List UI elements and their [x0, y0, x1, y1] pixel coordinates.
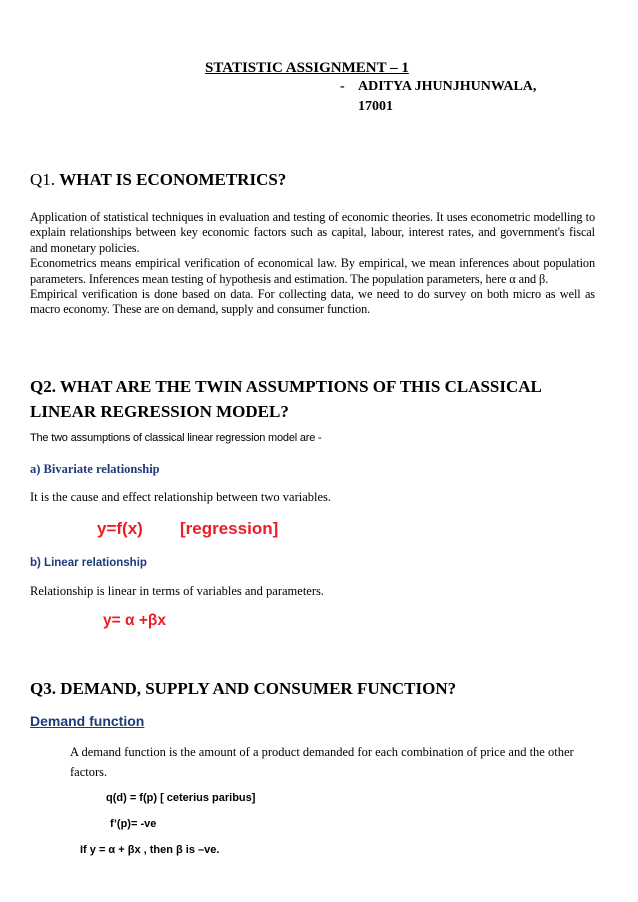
- q3-heading: Q3. DEMAND, SUPPLY AND CONSUMER FUNCTION?: [30, 679, 457, 698]
- q1-body: [30, 210, 595, 318]
- q2-a-formula-tag: [regression]: [180, 519, 279, 538]
- author-name: ADITYA JHUNJHUNWALA,: [358, 79, 537, 94]
- author-roll-number: 17001: [358, 99, 393, 114]
- demand-formula-3: If y = α + βx , then β is –ve.: [80, 844, 220, 856]
- q2-heading: [30, 374, 610, 424]
- demand-formula-2: f’(p)= -ve: [110, 818, 157, 830]
- q1-paragraph-2: Econometrics means empirical verification of economical law. By empirical, we mean inferences about population parameters. Inferences mean testing of hypothesis and estimation. The population parameters, here α and β.: [30, 256, 595, 286]
- q2-intro: The two assumptions of classical linear regression model are -: [30, 432, 322, 444]
- q1-paragraph-1: Application of statistical techniques in evaluation and testing of economic theories. It uses econometric modelling to explain relationships between key economic factors such as capital, labour, interest rates, and government's fiscal and monetary policies.: [30, 210, 595, 255]
- q2-heading-line-1: Q2. WHAT ARE THE TWIN ASSUMPTIONS OF THIS CLASSICAL: [30, 377, 542, 396]
- q2-b-text: Relationship is linear in terms of variables and parameters.: [30, 584, 325, 598]
- q1-heading-text: WHAT IS ECONOMETRICS?: [59, 170, 287, 189]
- q2-a-label: a) Bivariate relationship: [30, 462, 160, 476]
- q2-b-formula: y= α +βx: [103, 612, 166, 629]
- q2-b-label: b) Linear relationship: [30, 557, 147, 569]
- q2-a-formula: y=f(x): [97, 519, 143, 538]
- author-block: [340, 77, 536, 117]
- q1-prefix: Q1.: [30, 170, 56, 189]
- demand-function-text: A demand function is the amount of a product demanded for each combination of price and the other factors.: [70, 745, 574, 779]
- q1-paragraph-3: Empirical verification is done based on data. For collecting data, we need to do survey on both micro as well as macro economy. These are on demand, supply and consumer function.: [30, 287, 595, 317]
- q2-a-text: It is the cause and effect relationship between two variables.: [30, 490, 332, 504]
- q1-heading: [30, 170, 286, 190]
- demand-function-heading: Demand function: [30, 713, 145, 729]
- author-name-line: [340, 77, 536, 97]
- demand-formula-1: q(d) = f(p) [ ceterius paribus]: [106, 792, 256, 804]
- author-dash: -: [340, 79, 345, 94]
- assignment-title: STATISTIC ASSIGNMENT – 1: [205, 60, 409, 76]
- q2-heading-line-2: LINEAR REGRESSION MODEL?: [30, 402, 289, 421]
